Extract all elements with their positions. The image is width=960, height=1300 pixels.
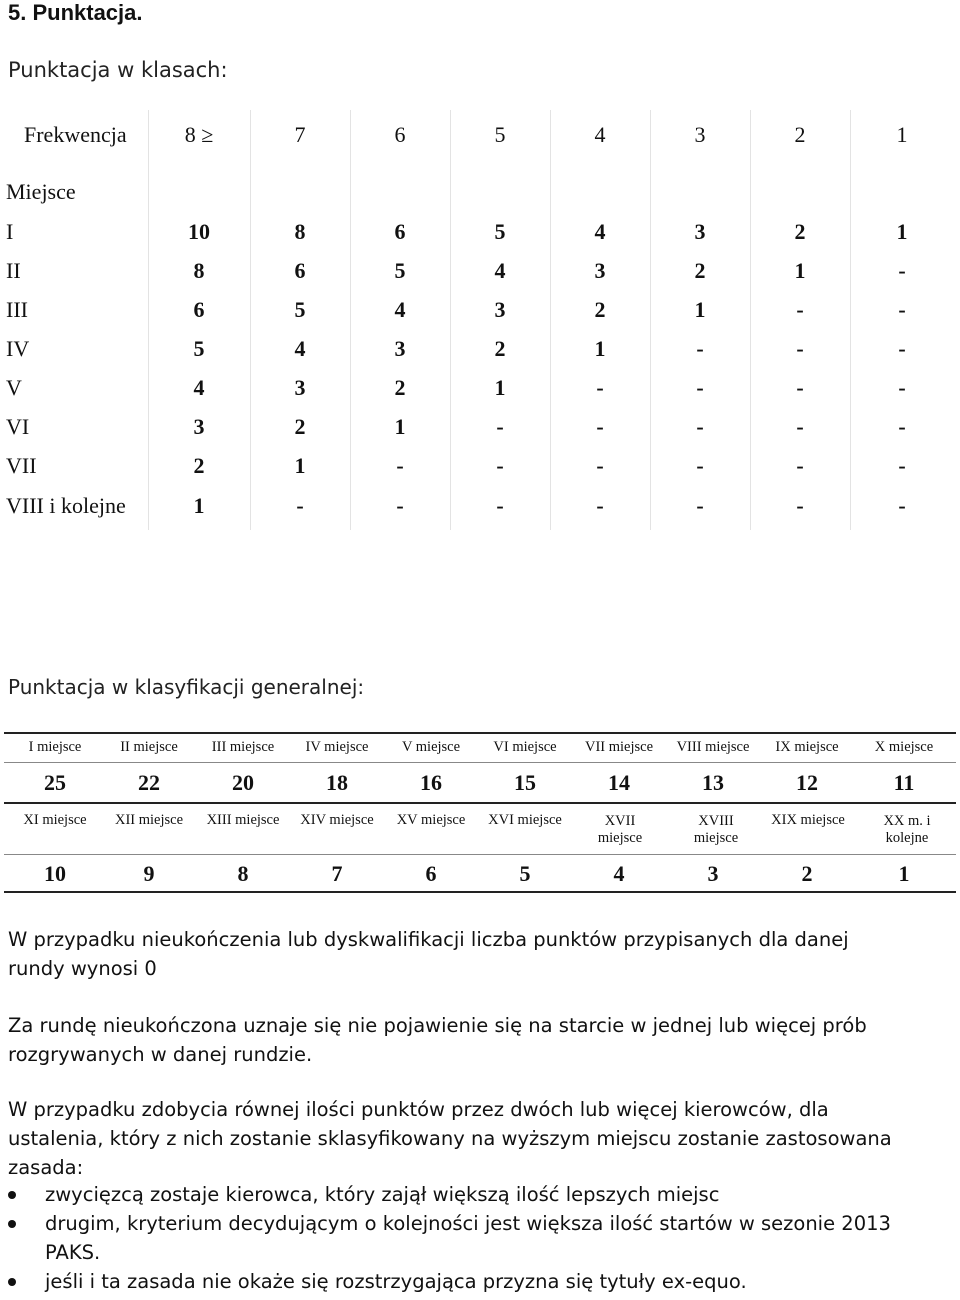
- attendance-cell: 4: [594, 122, 606, 147]
- points-cell: 4: [594, 219, 606, 244]
- attendance-cell: 7: [294, 122, 306, 147]
- place-label: III miejsce: [211, 739, 275, 756]
- points-cell: 1: [494, 375, 506, 400]
- attendance-header-row: [0, 110, 960, 160]
- points-cell: 3: [494, 297, 506, 322]
- table-rule: [4, 854, 956, 855]
- points-cell: 3: [193, 414, 205, 439]
- points-cell: -: [898, 336, 906, 361]
- points-cell: 1: [896, 219, 908, 244]
- place-cell: III: [6, 297, 28, 322]
- points-cell: -: [596, 453, 604, 478]
- place-label: XV miejsce: [396, 812, 466, 829]
- points-cell: 1: [394, 414, 406, 439]
- points-cell: -: [696, 453, 704, 478]
- points-cell: 1: [694, 297, 706, 322]
- points-value: 22: [138, 769, 160, 795]
- place-label: XVII miejsce: [597, 812, 643, 846]
- place-label: VI miejsce: [493, 739, 557, 756]
- points-value: 2: [801, 860, 813, 886]
- points-value: 8: [237, 860, 249, 886]
- points-cell: -: [396, 493, 404, 518]
- points-value: 16: [420, 769, 442, 795]
- points-cell: 3: [294, 375, 306, 400]
- points-cell: 4: [294, 336, 306, 361]
- points-cell: -: [898, 493, 906, 518]
- points-cell: -: [796, 375, 804, 400]
- points-cell: 4: [193, 375, 205, 400]
- place-label: IV miejsce: [305, 739, 369, 756]
- bullet-icon: [8, 1278, 16, 1286]
- table-row: [0, 486, 960, 526]
- list-item: [8, 1180, 928, 1209]
- attendance-cell: 8 ≥: [184, 122, 214, 147]
- points-cell: 3: [594, 258, 606, 283]
- points-cell: 5: [394, 258, 406, 283]
- list-item-text: zwycięzcą zostaje kierowca, który zajął większą ilość lepszych miejsc: [45, 1183, 720, 1206]
- points-cell: 10: [188, 219, 210, 244]
- place-cell: I: [6, 219, 14, 244]
- table-rule: [4, 802, 956, 804]
- points-cell: 6: [394, 219, 406, 244]
- points-cell: -: [596, 493, 604, 518]
- points-cell: 3: [694, 219, 706, 244]
- points-cell: -: [796, 453, 804, 478]
- points-value: 5: [519, 860, 531, 886]
- points-cell: 5: [494, 219, 506, 244]
- place-label: X miejsce: [874, 739, 934, 756]
- table-row: [0, 251, 960, 291]
- points-cell: -: [696, 493, 704, 518]
- place-label: XVIII miejsce: [693, 812, 739, 846]
- general-classification-title: Punktacja w klasyfikacji generalnej:: [8, 675, 365, 699]
- place-label: V miejsce: [401, 739, 461, 756]
- points-value: 18: [326, 769, 348, 795]
- place-label: XIV miejsce: [300, 812, 374, 829]
- table-row: [0, 368, 960, 408]
- points-cell: -: [496, 414, 504, 439]
- place-cell: V: [6, 375, 22, 400]
- points-cell: -: [696, 375, 704, 400]
- attendance-label: Frekwencja: [24, 122, 127, 147]
- points-value: 14: [608, 769, 630, 795]
- points-cell: -: [696, 336, 704, 361]
- points-cell: 4: [394, 297, 406, 322]
- place-label: XIII miejsce: [206, 812, 280, 829]
- section-heading: 5. Punktacja.: [8, 0, 143, 25]
- points-value: 20: [232, 769, 254, 795]
- paragraph-non-start: Za rundę nieukończona uznaje się nie pojawienie się na starcie w jednej lub więcej prób rozgrywanych w danej rundzie.: [8, 1014, 867, 1066]
- table-row: [0, 407, 960, 447]
- points-value: 12: [796, 769, 818, 795]
- points-value: 11: [893, 769, 915, 795]
- points-value: 3: [707, 860, 719, 886]
- points-cell: 8: [193, 258, 205, 283]
- points-value: 15: [514, 769, 536, 795]
- points-cell: 1: [594, 336, 606, 361]
- attendance-cell: 1: [896, 122, 908, 147]
- points-value: 25: [44, 769, 66, 795]
- tie-break-list: [8, 1180, 928, 1296]
- table-rule: [4, 762, 956, 763]
- points-value: 9: [143, 860, 155, 886]
- points-cell: 5: [294, 297, 306, 322]
- attendance-cell: 2: [794, 122, 806, 147]
- points-value: 10: [44, 860, 66, 886]
- place-label: VII miejsce: [584, 739, 654, 756]
- place-cell: IV: [6, 336, 30, 361]
- points-cell: -: [796, 414, 804, 439]
- points-cell: -: [898, 414, 906, 439]
- points-cell: -: [496, 453, 504, 478]
- points-value: 7: [331, 860, 343, 886]
- table-row: [0, 212, 960, 252]
- points-cell: -: [898, 297, 906, 322]
- points-cell: 2: [794, 219, 806, 244]
- place-cell: VI: [6, 414, 30, 439]
- points-cell: 2: [494, 336, 506, 361]
- class-points-title: Punktacja w klasach:: [8, 58, 228, 82]
- points-cell: -: [898, 258, 906, 283]
- points-cell: -: [796, 336, 804, 361]
- general-classification-table: [0, 730, 960, 895]
- points-cell: -: [296, 493, 304, 518]
- points-cell: 2: [694, 258, 706, 283]
- attendance-cell: 5: [494, 122, 506, 147]
- points-cell: 6: [193, 297, 205, 322]
- place-label: XI miejsce: [23, 812, 87, 829]
- points-cell: -: [796, 297, 804, 322]
- points-value: 6: [425, 860, 437, 886]
- points-value: 13: [702, 769, 724, 795]
- points-cell: 6: [294, 258, 306, 283]
- place-label-row: [0, 172, 960, 212]
- place-cell: VII: [6, 453, 37, 478]
- place-label: I miejsce: [28, 739, 82, 756]
- points-cell: -: [596, 414, 604, 439]
- points-cell: 2: [394, 375, 406, 400]
- points-cell: 8: [294, 219, 306, 244]
- place-label: Miejsce: [6, 179, 76, 204]
- bullet-icon: [8, 1191, 16, 1199]
- points-cell: 2: [294, 414, 306, 439]
- place-cell: II: [6, 258, 21, 283]
- points-cell: 1: [193, 493, 205, 518]
- list-item: [8, 1267, 928, 1296]
- place-label: XIX miejsce: [771, 812, 845, 829]
- table-row: [0, 290, 960, 330]
- points-value: 1: [898, 860, 910, 886]
- attendance-cell: 3: [694, 122, 706, 147]
- points-cell: -: [396, 453, 404, 478]
- points-cell: -: [796, 493, 804, 518]
- points-cell: 1: [294, 453, 306, 478]
- points-cell: 3: [394, 336, 406, 361]
- place-cell: VIII i kolejne: [6, 493, 126, 518]
- list-item: [8, 1209, 928, 1267]
- paragraph-non-finish: W przypadku nieukończenia lub dyskwalifikacji liczba punktów przypisanych dla danej rundy wynosi 0: [8, 928, 849, 980]
- place-label: XX m. i kolejne: [883, 812, 931, 846]
- points-cell: 4: [494, 258, 506, 283]
- place-label: XII miejsce: [114, 812, 184, 829]
- table-row: [0, 446, 960, 486]
- attendance-cell: 6: [394, 122, 406, 147]
- place-label: II miejsce: [120, 739, 178, 756]
- points-cell: -: [898, 453, 906, 478]
- points-cell: 5: [193, 336, 205, 361]
- points-cell: -: [496, 493, 504, 518]
- list-item-text: drugim, kryterium decydującym o kolejności jest większa ilość startów w sezonie 2013 PAKS.: [45, 1212, 891, 1264]
- paragraph-tie-rule: W przypadku zdobycia równej ilości punktów przez dwóch lub więcej kierowców, dla ustalenia, który z nich zostanie sklasyfikowany na wyższym miejscu zostanie zastosowana zasada:: [8, 1098, 892, 1179]
- points-cell: 2: [193, 453, 205, 478]
- points-value: 4: [613, 860, 625, 886]
- points-cell: -: [696, 414, 704, 439]
- points-cell: -: [898, 375, 906, 400]
- bullet-icon: [8, 1220, 16, 1228]
- table-row: [0, 329, 960, 369]
- list-item-text: jeśli i ta zasada nie okaże się rozstrzygająca przyzna się tytuły ex-equo.: [45, 1270, 747, 1293]
- place-label: XVI miejsce: [488, 812, 562, 829]
- place-label: IX miejsce: [775, 739, 839, 756]
- points-cell: 1: [794, 258, 806, 283]
- place-label: VIII miejsce: [676, 739, 750, 756]
- points-cell: -: [596, 375, 604, 400]
- points-cell: 2: [594, 297, 606, 322]
